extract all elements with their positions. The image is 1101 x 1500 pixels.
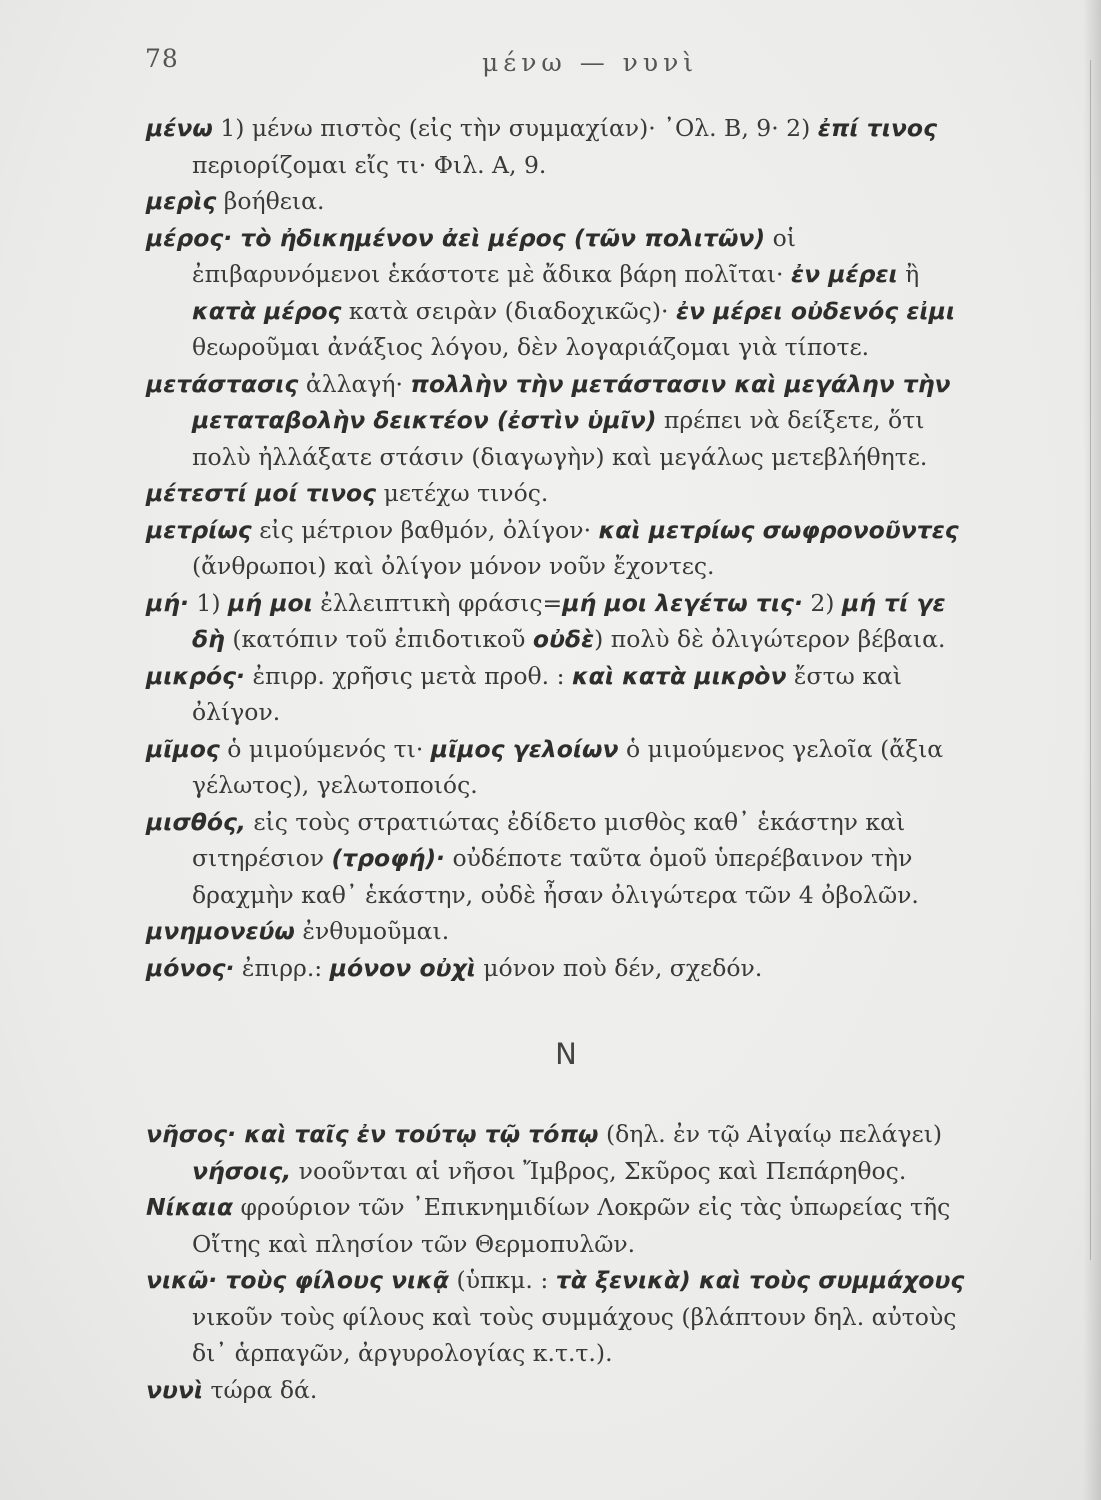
entry-definition: 1)	[188, 588, 229, 617]
entry-lemma: μέρος· τὸ ἠδικημένον ἀεὶ μέρος (τῶν πολιτῶν)	[146, 223, 766, 252]
dictionary-entry	[146, 1189, 986, 1262]
dictionary-entry	[146, 183, 986, 220]
entry-lemma: καὶ κατὰ μικρὸν	[571, 661, 787, 690]
entry-lemma: μετάστασις	[146, 369, 299, 398]
entry-definition: ἀλλαγή·	[298, 369, 411, 398]
entry-lemma: νικῶ· τοὺς φίλους νικᾷ	[146, 1266, 450, 1294]
entry-lemma: μνημονεύω	[146, 917, 295, 945]
entry-lemma: (τροφή)·	[331, 844, 445, 872]
entry-definition: νικοῦν τοὺς φίλους καὶ τοὺς συμμάχους (βλάπτουν δηλ. αὐτοὺς δι᾿ ἁρπαγῶν, ἀργυρολογίας κ.τ.τ.).	[192, 1302, 957, 1367]
dictionary-entry	[146, 585, 986, 658]
dictionary-entry	[146, 512, 986, 585]
entry-lemma: μισθός,	[146, 807, 246, 836]
page-edge-shadow	[1083, 0, 1101, 1500]
entry-lemma: μῖμος	[146, 734, 220, 763]
dictionary-entry	[146, 366, 986, 476]
entry-lemma: μερὶς	[146, 187, 217, 215]
entry-lemma: μετρίως	[146, 515, 252, 544]
entry-lemma: καὶ μετρίως σωφρονοῦντες	[598, 515, 959, 544]
entry-definition: περιορίζομαι εἴς τι· Φιλ. Α, 9.	[192, 150, 547, 179]
entry-lemma: νῆσος· καὶ ταῖς ἐν τούτῳ τῷ τόπῳ	[146, 1120, 599, 1148]
entry-definition: εἰς τοὺς στρατιώτας ἐδίδετο μισθὸς καθ᾿ ἑκάστην καὶ σιτηρέσιον	[192, 807, 906, 872]
entry-definition: φρούριον τῶν ᾿Επικνημιδίων Λοκρῶν εἰς τὰς ὑπωρείας τῆς Οἴτης καὶ πλησίον τῶν Θερμοπυλῶν.	[192, 1193, 951, 1258]
entry-lemma: νήσοις,	[192, 1156, 292, 1185]
section-letter-heading: N	[555, 1037, 577, 1071]
entry-lemma: κατὰ μέρος	[192, 296, 342, 325]
entry-lemma: πολλὴν τὴν μετάστασιν καὶ μεγάλην τὴν μεταταβολὴν δεικτέον (ἐστὶν ὑμῖν)	[192, 369, 951, 434]
dictionary-entry	[146, 731, 986, 804]
entry-lemma: μή μοι	[228, 588, 313, 617]
dictionary-entry	[146, 220, 986, 366]
entry-definition: (ἄνθρωποι) καὶ ὀλίγον μόνον νοῦν ἔχοντες.	[192, 552, 715, 580]
entry-lemma: Νίκαια	[146, 1193, 233, 1221]
entry-definition: οἱ ἐπιβαρυνόμενοι ἑκάστοτε μὲ ἄδικα βάρη πολῖται·	[192, 223, 797, 288]
entry-definition: ἐπιρρ. χρῆσις μετὰ προθ. :	[244, 661, 572, 690]
dictionary-entry	[146, 1262, 986, 1372]
entry-definition: εἰς μέτριον βαθμόν, ὀλίγον·	[251, 515, 599, 544]
entry-definition: ὁ μιμούμενός τι·	[219, 734, 431, 763]
entry-definition: θεωροῦμαι ἀνάξιος λόγου, δὲν λογαριάζομαι γιὰ τίποτε.	[192, 333, 870, 361]
entry-lemma: ἐν μέρει οὐδενός εἰμι	[675, 296, 956, 325]
entry-definition: (κατόπιν τοῦ ἐπιδοτικοῦ	[224, 625, 533, 653]
entry-definition: πρέπει νὰ δείξετε, ὅτι πολὺ ἠλλάξατε στάσιν (διαγωγὴν) καὶ μεγάλως μετεβλήθητε.	[192, 406, 928, 471]
entry-lemma: τὰ ξενικὰ) καὶ τοὺς συμμάχους	[555, 1266, 965, 1294]
entry-definition: (δηλ. ἐν τῷ Αἰγαίῳ πελάγει)	[598, 1120, 943, 1148]
page-edge-line	[1090, 60, 1091, 1260]
entry-definition: νοοῦνται αἱ νῆσοι Ἴμβρος, Σκῦρος καὶ Πεπάρηθος.	[291, 1156, 907, 1185]
entry-definition: 2)	[802, 588, 842, 617]
entry-definition: οὐδέποτε ταῦτα ὁμοῦ ὑπερέβαινον τὴν δραχμὴν καθ᾿ ἑκάστην, οὐδὲ ἦσαν ὀλιγώτερα τῶν 4 ὀβολῶν.	[192, 844, 919, 909]
entry-definition: κατὰ σειρὰν (διαδοχικῶς)·	[341, 296, 676, 325]
entry-definition: ἐπιρρ.:	[234, 953, 330, 982]
entry-lemma: μή·	[146, 588, 189, 617]
entry-lemma: ἐν μέρει	[791, 260, 898, 288]
entry-lemma: μή μοι λεγέτω τις·	[562, 588, 803, 617]
entry-lemma: μόνον οὐχὶ	[329, 953, 476, 982]
dictionary-entry	[146, 913, 986, 950]
dictionary-entry	[146, 658, 986, 731]
running-head: μένω — νυνὶ	[482, 48, 699, 77]
dictionary-content	[146, 110, 986, 1408]
entry-definition: βοήθεια.	[216, 187, 325, 215]
dictionary-entry	[146, 950, 986, 987]
entry-lemma: μέτεστί μοί τινος	[146, 479, 377, 507]
entry-lemma: μένω	[146, 114, 213, 142]
entry-lemma: μικρός·	[146, 661, 245, 690]
page-number: 78	[145, 44, 179, 73]
entry-definition: ἐνθυμοῦμαι.	[294, 917, 450, 945]
dictionary-entry	[146, 1116, 986, 1189]
entry-lemma: μῖμος γελοίων	[430, 734, 619, 763]
entry-definition: μετέχω τινός.	[376, 479, 549, 507]
entries-n-section	[146, 1116, 986, 1408]
entry-definition: τώρα δά.	[203, 1375, 318, 1404]
dictionary-entry	[146, 1372, 986, 1409]
entry-definition: ἐλλειπτικὴ φράσις=	[312, 588, 563, 617]
dictionary-entry	[146, 475, 986, 512]
entry-lemma: νυνὶ	[146, 1375, 204, 1404]
entry-definition: ἢ	[897, 260, 920, 288]
dictionary-entry	[146, 804, 986, 914]
entry-lemma: μή τί γε δὴ	[192, 588, 946, 653]
entry-definition: ὁ μιμούμενος γελοῖα (ἄξια γέλωτος), γελωτοποιός.	[192, 734, 944, 799]
dictionary-entry	[146, 110, 986, 183]
entry-lemma: μόνος·	[146, 953, 235, 982]
entry-definition: ) πολὺ δὲ ὀλιγώτερον βέβαια.	[594, 625, 946, 653]
entry-lemma: οὐδὲ	[532, 625, 595, 653]
entry-lemma: ἐπί τινος	[817, 114, 937, 142]
entry-definition: (ὑπκμ. :	[449, 1266, 556, 1294]
entry-definition: μόνον ποὺ δέν, σχεδόν.	[475, 953, 763, 982]
entries-m-section	[146, 110, 986, 986]
entry-definition: 1) μένω πιστὸς (εἰς τὴν συμμαχίαν)· ᾿Ολ. Β, 9· 2)	[212, 114, 818, 142]
entry-definition: ἔστω καὶ ὀλίγον.	[192, 661, 902, 726]
